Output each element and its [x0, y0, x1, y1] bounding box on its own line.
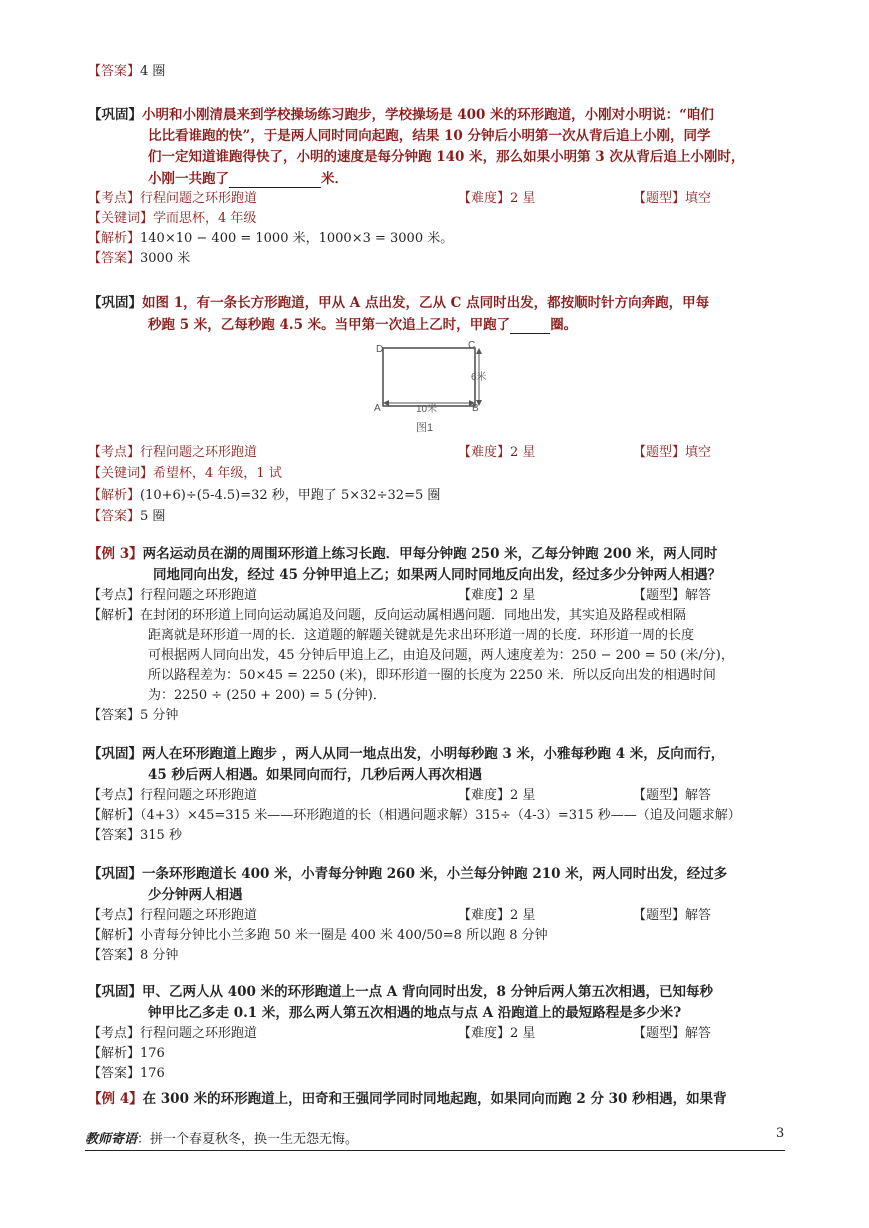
- difficulty-value: 2 星: [510, 788, 536, 803]
- difficulty-label: 【难度】: [458, 908, 511, 923]
- question-tag: 【巩固】: [88, 866, 142, 882]
- topic-value: 行程问题之环形跑道: [140, 588, 258, 603]
- footer-text: 拼一个春夏秋冬，换一生无怨无悔。: [150, 1132, 359, 1147]
- topic-value: 行程问题之环形跑道: [140, 191, 258, 206]
- width-label: 10米: [416, 404, 438, 415]
- solution-text: 可根据两人同向出发，45 分钟后甲追上乙，由追及问题，两人速度差为：250 − 200 = 50 (米/分)，: [148, 648, 734, 663]
- topic-value: 行程问题之环形跑道: [140, 1026, 258, 1041]
- question-text: [148, 315, 577, 334]
- vertex-d-label: D: [376, 344, 384, 355]
- solution-line: [88, 230, 453, 248]
- question-line: [88, 294, 709, 312]
- question-text: 小明和小刚清晨来到学校操场练习跑步，学校操场是 400 米的环形跑道，小刚对小明说：“咱们: [142, 107, 714, 123]
- answer-line: [88, 707, 178, 725]
- meta-line: [88, 787, 712, 805]
- solution-text: 所以路程差为：50×45 = 2250 (米)，即环形道一圈的长度为 2250 米．所以反向出发的相遇时间: [148, 668, 716, 683]
- difficulty-label: 【难度】: [458, 445, 511, 460]
- question-text-part: 小刚一共跑了: [148, 171, 229, 187]
- question-text: 同地同向出发，经过 45 分钟甲追上乙；如果两人同时同地反向出发，经过多少分钟两人相遇？: [153, 567, 722, 583]
- question-tag: 【例 3】: [88, 546, 143, 562]
- keyword-value: 希望杯，4 年级，1 试: [153, 466, 282, 481]
- answer-blank: [229, 169, 321, 188]
- question-line: [88, 545, 717, 563]
- figure-caption: 图1: [416, 422, 434, 434]
- solution-label: 【解析】: [88, 231, 141, 246]
- keyword-value: 学而思杯，4 年级: [153, 211, 257, 226]
- figure-1-rectangle-track: [368, 336, 498, 438]
- question-text: 比比看谁跑的快”，于是两人同时同向起跑，结果 10 分钟后小明第一次从背后追上小刚，同学: [148, 128, 711, 144]
- question-text: 如图 1，有一条长方形跑道，甲从 A 点出发，乙从 C 点同时出发，都按顺时针方向奔跑，甲每: [142, 295, 710, 311]
- difficulty-label: 【难度】: [458, 788, 511, 803]
- solution-text: 在封闭的环形道上同向运动属追及问题，反向运动属相遇问题．同地出发，其实追及路程或相隔: [140, 608, 687, 623]
- vertex-c-label: C: [468, 340, 476, 351]
- type-value: 解答: [685, 908, 712, 923]
- solution-line: [88, 607, 686, 625]
- difficulty-value: 2 星: [510, 191, 536, 206]
- type-value: 解答: [685, 1026, 712, 1041]
- answer-line: [88, 63, 165, 81]
- solution-label: 【解析】: [88, 1046, 141, 1061]
- meta-line: [88, 444, 712, 462]
- footer-motto: [85, 1128, 358, 1147]
- question-text: 45 秒后两人相遇。如果同向而行，几秒后两人再次相遇: [148, 767, 482, 783]
- answer-label: 【答案】: [88, 251, 141, 266]
- question-line: [88, 865, 727, 883]
- height-label: 6米: [471, 372, 487, 383]
- keyword-line: [88, 465, 282, 483]
- keyword-line: [88, 210, 256, 228]
- answer-label: 【答案】: [88, 509, 141, 524]
- question-line: [88, 1090, 727, 1108]
- vertex-a-label: A: [374, 403, 381, 414]
- question-text: [148, 169, 348, 188]
- question-text: 甲、乙两人从 400 米的环形跑道上一点 A 背向同时出发，8 分钟后两人第五次相遇，已知每秒: [142, 984, 714, 1000]
- type-label: 【题型】: [633, 908, 686, 923]
- answer-line: [88, 1065, 165, 1083]
- meta-line: [88, 907, 712, 925]
- answer-label: 【答案】: [88, 64, 141, 79]
- meta-line: [88, 587, 712, 605]
- answer-value: 176: [140, 1066, 165, 1081]
- meta-line: [88, 1025, 712, 1043]
- question-tag: 【巩固】: [88, 984, 142, 1000]
- topic-label: 【考点】: [88, 908, 141, 923]
- type-value: 填空: [685, 445, 712, 460]
- question-text: 一条环形跑道长 400 米，小青每分钟跑 260 米，小兰每分钟跑 210 米，两人同时出发，经过多: [142, 866, 728, 882]
- type-value: 解答: [685, 788, 712, 803]
- meta-line: [88, 190, 712, 208]
- solution-line: [88, 807, 741, 825]
- answer-label: 【答案】: [88, 948, 141, 963]
- solution-text: （4+3）×45=315 米——环形跑道的长（相遇问题求解）315÷（4-3）=315 秒——（追及问题求解）: [140, 808, 741, 823]
- footer-label: 教师寄语: [85, 1132, 138, 1147]
- page-number: 3: [776, 1126, 785, 1141]
- question-text: 少分钟两人相遇: [148, 887, 243, 903]
- solution-text: 140×10 − 400 = 1000 米，1000×3 = 3000 米。: [140, 231, 454, 246]
- solution-line: [88, 487, 440, 505]
- question-tag: 【巩固】: [88, 295, 142, 311]
- question-tag: 【例 4】: [88, 1091, 143, 1107]
- footer-rule: [85, 1150, 785, 1151]
- keyword-label: 【关键词】: [88, 466, 154, 481]
- solution-label: 【解析】: [88, 488, 141, 503]
- difficulty-value: 2 星: [510, 445, 536, 460]
- difficulty-label: 【难度】: [458, 588, 511, 603]
- question-text: 们一定知道谁跑得快了，小明的速度是每分钟跑 140 米，那么如果小明第 3 次从背后追上小刚时，: [148, 149, 745, 165]
- vertex-b-label: B: [472, 403, 479, 414]
- difficulty-label: 【难度】: [458, 191, 511, 206]
- solution-label: 【解析】: [88, 808, 141, 823]
- answer-label: 【答案】: [88, 828, 141, 843]
- solution-label: 【解析】: [88, 928, 141, 943]
- solution-line: [88, 927, 548, 945]
- answer-line: [88, 508, 165, 526]
- topic-label: 【考点】: [88, 788, 141, 803]
- solution-text: (10+6)÷(5-4.5)=32 秒，甲跑了 5×32÷32=5 圈: [140, 488, 441, 503]
- question-tag: 【巩固】: [88, 746, 142, 762]
- question-text-part: 米．: [321, 171, 348, 187]
- solution-text: 为：2250 ÷ (250 + 200) = 5 (分钟)．: [148, 688, 386, 703]
- question-tag: 【巩固】: [88, 107, 142, 123]
- topic-value: 行程问题之环形跑道: [140, 788, 258, 803]
- answer-line: [88, 947, 178, 965]
- question-text: 两人在环形跑道上跑步 ，两人从同一地点出发，小明每秒跑 3 米，小雅每秒跑 4 米，反向而行，: [142, 746, 725, 762]
- track-rectangle: [383, 348, 475, 406]
- question-line: [88, 983, 713, 1001]
- question-text-part: 圈。: [550, 317, 578, 333]
- answer-value: 5 分钟: [140, 708, 179, 723]
- answer-value: 3000 米: [140, 251, 191, 266]
- difficulty-value: 2 星: [510, 908, 536, 923]
- question-text: 两名运动员在湖的周围环形道上练习长跑．甲每分钟跑 250 米，乙每分钟跑 200 米，两人同时: [142, 546, 718, 562]
- topic-label: 【考点】: [88, 588, 141, 603]
- footer-colon: ：: [137, 1132, 151, 1147]
- answer-value: 5 圈: [140, 509, 166, 524]
- type-value: 解答: [685, 588, 712, 603]
- solution-text: 距离就是环形道一周的长．这道题的解题关键就是先求出环形道一周的长度．环形道一周的长度: [148, 628, 695, 643]
- type-label: 【题型】: [633, 1026, 686, 1041]
- type-label: 【题型】: [633, 191, 686, 206]
- answer-value: 315 秒: [140, 828, 182, 843]
- topic-value: 行程问题之环形跑道: [140, 445, 258, 460]
- solution-text: 小青每分钟比小兰多跑 50 米一圈是 400 米 400/50=8 所以跑 8 分钟: [140, 928, 548, 943]
- solution-label: 【解析】: [88, 608, 141, 623]
- keyword-label: 【关键词】: [88, 211, 154, 226]
- question-text-part: 秒跑 5 米，乙每秒跑 4.5 米。当甲第一次追上乙时，甲跑了: [148, 317, 511, 333]
- topic-label: 【考点】: [88, 1026, 141, 1041]
- difficulty-label: 【难度】: [458, 1026, 511, 1041]
- answer-label: 【答案】: [88, 708, 141, 723]
- topic-value: 行程问题之环形跑道: [140, 908, 258, 923]
- solution-line: [88, 1045, 165, 1063]
- solution-text: 176: [140, 1046, 165, 1061]
- answer-line: [88, 827, 182, 845]
- width-arrow-head: [383, 400, 389, 406]
- question-text: 在 300 米的环形跑道上，田奇和王强同学同时同地起跑，如果同向而跑 2 分 30 秒相遇，如果背: [142, 1091, 727, 1107]
- topic-label: 【考点】: [88, 191, 141, 206]
- height-arrow-head: [476, 348, 482, 354]
- type-label: 【题型】: [633, 445, 686, 460]
- answer-value: 4 圈: [140, 64, 166, 79]
- question-line: [88, 745, 724, 763]
- answer-label: 【答案】: [88, 1066, 141, 1081]
- type-label: 【题型】: [633, 788, 686, 803]
- topic-label: 【考点】: [88, 445, 141, 460]
- question-line: [88, 106, 714, 124]
- answer-line: [88, 250, 190, 268]
- type-label: 【题型】: [633, 588, 686, 603]
- type-value: 填空: [685, 191, 712, 206]
- answer-value: 8 分钟: [140, 948, 179, 963]
- difficulty-value: 2 星: [510, 588, 536, 603]
- difficulty-value: 2 星: [510, 1026, 536, 1041]
- question-text: 钟甲比乙多走 0.1 米，那么两人第五次相遇的地点与点 A 沿跑道上的最短路程是多少米?: [148, 1005, 682, 1021]
- answer-blank: [510, 315, 550, 334]
